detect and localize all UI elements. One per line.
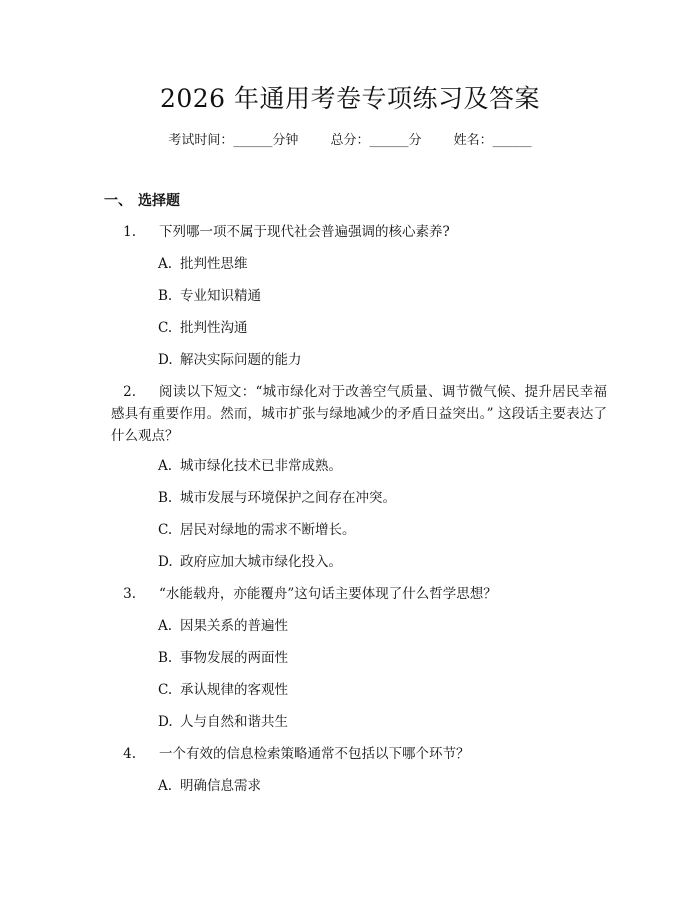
option-2b <box>158 487 396 509</box>
question-2-stem: 阅读以下短文：“城市绿化对于改善空气质量、调节微气候、提升居民幸福感具有重要作用。然而，城市扩张与绿地减少的矛盾日益突出。” 这段话主要表达了什么观点？ <box>111 384 607 444</box>
option-letter: A. <box>158 778 173 794</box>
option-letter: B. <box>158 288 173 304</box>
option-letter: A. <box>158 256 173 272</box>
page-title: 2026 年通用考卷专项练习及答案 <box>159 84 541 113</box>
total-score-field: 总分：______分 <box>330 133 422 148</box>
question-number: 2. <box>123 384 136 400</box>
option-letter: B. <box>158 490 173 506</box>
option-letter: D. <box>158 554 173 570</box>
option-text: 城市发展与环境保护之间存在冲突。 <box>180 490 396 506</box>
option-letter: C. <box>158 320 173 336</box>
question-stem: “水能载舟，亦能覆舟”这句话主要体现了什么哲学思想？ <box>159 586 497 602</box>
question-number: 1. <box>123 224 136 240</box>
question-stem: 一个有效的信息检索策略通常不包括以下哪个环节？ <box>159 746 470 762</box>
option-2a <box>158 455 342 477</box>
option-text: 居民对绿地的需求不断增长。 <box>180 522 356 538</box>
section-number: 一、 <box>104 193 132 209</box>
option-letter: A. <box>158 458 173 474</box>
option-3a <box>158 615 288 637</box>
question-4 <box>111 743 607 765</box>
option-letter: D. <box>158 352 173 368</box>
option-text: 批判性思维 <box>180 256 248 272</box>
exam-meta <box>0 131 700 151</box>
option-text: 人与自然和谐共生 <box>180 714 288 730</box>
option-3b <box>158 647 288 669</box>
option-letter: C. <box>158 522 173 538</box>
name-field: 姓名：______ <box>453 133 532 148</box>
option-text: 承认规律的客观性 <box>180 682 288 698</box>
option-text: 解决实际问题的能力 <box>180 352 302 368</box>
option-1a <box>158 253 248 275</box>
option-text: 城市绿化技术已非常成熟。 <box>180 458 342 474</box>
option-text: 因果关系的普遍性 <box>180 618 288 634</box>
question-3 <box>111 583 607 605</box>
option-1c <box>158 317 248 339</box>
option-letter: D. <box>158 714 173 730</box>
option-letter: C. <box>158 682 173 698</box>
option-text: 批判性沟通 <box>180 320 248 336</box>
option-2d <box>158 551 342 573</box>
option-3c <box>158 679 288 701</box>
option-1b <box>158 285 261 307</box>
option-3d <box>158 711 288 733</box>
question-stem: 下列哪一项不属于现代社会普遍强调的核心素养? <box>159 224 450 240</box>
option-text: 政府应加大城市绿化投入。 <box>180 554 342 570</box>
exam-time-field: 考试时间：______分钟 <box>168 133 299 148</box>
option-4a <box>158 775 261 797</box>
option-letter: A. <box>158 618 173 634</box>
question-1 <box>111 221 607 243</box>
question-number: 3. <box>123 586 136 602</box>
question-number: 4. <box>123 746 136 762</box>
option-letter: B. <box>158 650 173 666</box>
option-2c <box>158 519 356 541</box>
section-heading <box>104 190 180 212</box>
option-text: 事物发展的两面性 <box>180 650 288 666</box>
section-title: 选择题 <box>138 193 180 209</box>
option-text: 明确信息需求 <box>180 778 261 794</box>
option-1d <box>158 349 302 371</box>
option-text: 专业知识精通 <box>180 288 261 304</box>
